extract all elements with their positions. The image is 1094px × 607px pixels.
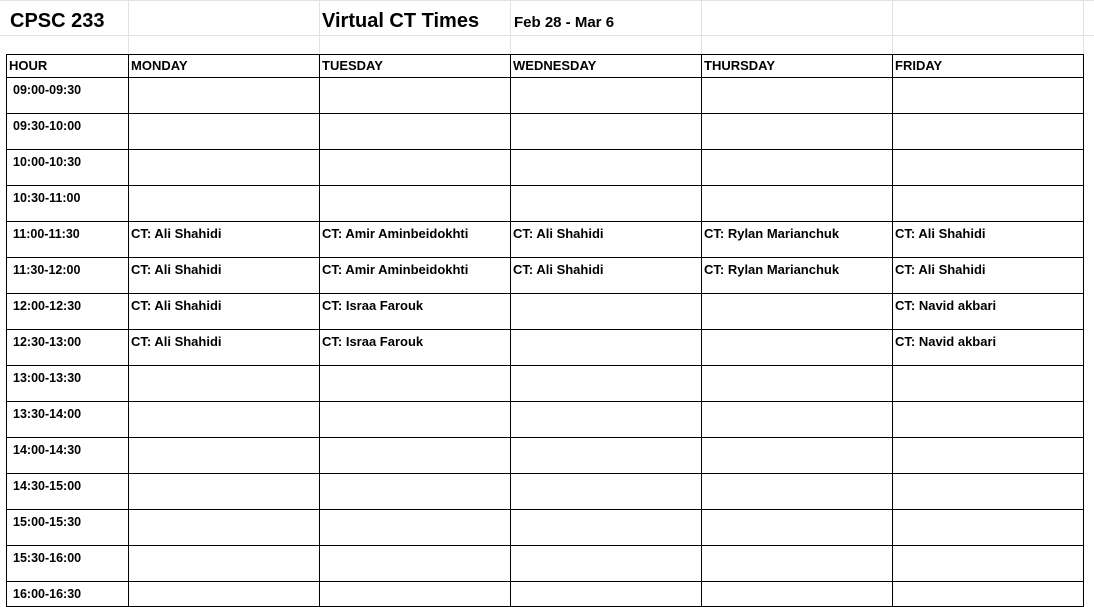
schedule-table: [6, 54, 1084, 607]
cell-tuesday[interactable]: [320, 366, 511, 402]
gridline: [1083, 0, 1084, 54]
cell-tuesday[interactable]: [320, 186, 511, 222]
gridline: [892, 0, 893, 54]
cell-thursday[interactable]: [702, 366, 893, 402]
column-header-tuesday[interactable]: TUESDAY: [320, 55, 511, 78]
cell-thursday[interactable]: [702, 582, 893, 607]
gridline: [0, 0, 1094, 1]
cell-tuesday[interactable]: CT: Amir Aminbeidokhti: [320, 258, 511, 294]
cell-monday[interactable]: CT: Ali Shahidi: [129, 258, 320, 294]
hour-cell[interactable]: 10:30-11:00: [7, 186, 129, 222]
cell-tuesday[interactable]: CT: Israa Farouk: [320, 330, 511, 366]
hour-cell[interactable]: 09:30-10:00: [7, 114, 129, 150]
cell-thursday[interactable]: [702, 510, 893, 546]
course-title[interactable]: CPSC 233: [10, 10, 105, 32]
cell-thursday[interactable]: [702, 294, 893, 330]
cell-thursday[interactable]: [702, 474, 893, 510]
cell-monday[interactable]: CT: Ali Shahidi: [129, 294, 320, 330]
hour-cell[interactable]: 12:30-13:00: [7, 330, 129, 366]
column-header-hour[interactable]: HOUR: [7, 55, 129, 78]
cell-friday[interactable]: [893, 438, 1084, 474]
table-row: [7, 582, 1084, 607]
cell-thursday[interactable]: CT: Rylan Marianchuk: [702, 222, 893, 258]
cell-tuesday[interactable]: [320, 582, 511, 607]
cell-wednesday[interactable]: [511, 78, 702, 114]
cell-monday[interactable]: [129, 474, 320, 510]
table-row: [7, 438, 1084, 474]
cell-tuesday[interactable]: [320, 546, 511, 582]
hour-cell[interactable]: 09:00-09:30: [7, 78, 129, 114]
cell-wednesday[interactable]: [511, 114, 702, 150]
hour-cell[interactable]: 11:00-11:30: [7, 222, 129, 258]
table-row: [7, 330, 1084, 366]
header-row: [7, 55, 1084, 78]
cell-friday[interactable]: CT: Ali Shahidi: [893, 258, 1084, 294]
cell-thursday[interactable]: [702, 114, 893, 150]
cell-friday[interactable]: CT: Ali Shahidi: [893, 222, 1084, 258]
cell-wednesday[interactable]: [511, 510, 702, 546]
gridline: [0, 35, 1094, 36]
hour-cell[interactable]: 15:30-16:00: [7, 546, 129, 582]
cell-wednesday[interactable]: [511, 546, 702, 582]
cell-tuesday[interactable]: CT: Amir Aminbeidokhti: [320, 222, 511, 258]
cell-monday[interactable]: [129, 366, 320, 402]
table-row: [7, 258, 1084, 294]
cell-wednesday[interactable]: [511, 402, 702, 438]
table-row: [7, 474, 1084, 510]
schedule-body: [7, 78, 1084, 607]
cell-friday[interactable]: [893, 546, 1084, 582]
hour-cell[interactable]: 14:00-14:30: [7, 438, 129, 474]
column-header-wednesday[interactable]: WEDNESDAY: [511, 55, 702, 78]
cell-tuesday[interactable]: [320, 510, 511, 546]
cell-wednesday[interactable]: [511, 294, 702, 330]
table-row: [7, 366, 1084, 402]
cell-thursday[interactable]: [702, 402, 893, 438]
cell-monday[interactable]: CT: Ali Shahidi: [129, 222, 320, 258]
column-header-thursday[interactable]: THURSDAY: [702, 55, 893, 78]
cell-friday[interactable]: [893, 186, 1084, 222]
hour-cell[interactable]: 15:00-15:30: [7, 510, 129, 546]
date-range[interactable]: Feb 28 - Mar 6: [514, 14, 615, 31]
table-row: [7, 402, 1084, 438]
cell-monday[interactable]: [129, 438, 320, 474]
cell-monday[interactable]: [129, 546, 320, 582]
schedule-title[interactable]: Virtual CT Times: [322, 10, 480, 32]
hour-cell[interactable]: 12:00-12:30: [7, 294, 129, 330]
cell-monday[interactable]: CT: Ali Shahidi: [129, 330, 320, 366]
cell-friday[interactable]: CT: Navid akbari: [893, 330, 1084, 366]
cell-thursday[interactable]: [702, 78, 893, 114]
cell-tuesday[interactable]: [320, 150, 511, 186]
hour-cell[interactable]: 14:30-15:00: [7, 474, 129, 510]
cell-wednesday[interactable]: CT: Ali Shahidi: [511, 222, 702, 258]
hour-cell[interactable]: 13:30-14:00: [7, 402, 129, 438]
table-row: [7, 150, 1084, 186]
cell-friday[interactable]: [893, 510, 1084, 546]
cell-thursday[interactable]: CT: Rylan Marianchuk: [702, 258, 893, 294]
cell-tuesday[interactable]: [320, 114, 511, 150]
gridline: [128, 0, 129, 54]
cell-tuesday[interactable]: [320, 402, 511, 438]
cell-thursday[interactable]: [702, 150, 893, 186]
cell-monday[interactable]: [129, 114, 320, 150]
table-row: [7, 222, 1084, 258]
table-row: [7, 114, 1084, 150]
cell-tuesday[interactable]: [320, 474, 511, 510]
cell-wednesday[interactable]: [511, 474, 702, 510]
cell-wednesday[interactable]: [511, 366, 702, 402]
gridline: [510, 0, 511, 54]
cell-monday[interactable]: [129, 150, 320, 186]
cell-wednesday[interactable]: [511, 438, 702, 474]
cell-tuesday[interactable]: [320, 78, 511, 114]
cell-monday[interactable]: [129, 582, 320, 607]
hour-cell[interactable]: 13:00-13:30: [7, 366, 129, 402]
hour-cell[interactable]: 16:00-16:30: [7, 582, 129, 607]
cell-wednesday[interactable]: [511, 582, 702, 607]
cell-monday[interactable]: [129, 186, 320, 222]
cell-friday[interactable]: CT: Navid akbari: [893, 294, 1084, 330]
cell-monday[interactable]: [129, 78, 320, 114]
cell-thursday[interactable]: [702, 186, 893, 222]
table-row: [7, 546, 1084, 582]
cell-friday[interactable]: [893, 474, 1084, 510]
table-row: [7, 510, 1084, 546]
hour-cell[interactable]: 11:30-12:00: [7, 258, 129, 294]
gridline: [701, 0, 702, 54]
cell-wednesday[interactable]: [511, 330, 702, 366]
cell-friday[interactable]: [893, 114, 1084, 150]
cell-tuesday[interactable]: CT: Israa Farouk: [320, 294, 511, 330]
cell-thursday[interactable]: [702, 438, 893, 474]
cell-thursday[interactable]: [702, 330, 893, 366]
column-header-monday[interactable]: MONDAY: [129, 55, 320, 78]
cell-friday[interactable]: [893, 582, 1084, 607]
table-row: [7, 186, 1084, 222]
cell-wednesday[interactable]: CT: Ali Shahidi: [511, 258, 702, 294]
hour-cell[interactable]: 10:00-10:30: [7, 150, 129, 186]
cell-friday[interactable]: [893, 150, 1084, 186]
cell-friday[interactable]: [893, 78, 1084, 114]
cell-tuesday[interactable]: [320, 438, 511, 474]
cell-friday[interactable]: [893, 402, 1084, 438]
cell-friday[interactable]: [893, 366, 1084, 402]
cell-wednesday[interactable]: [511, 150, 702, 186]
table-row: [7, 78, 1084, 114]
table-row: [7, 294, 1084, 330]
cell-thursday[interactable]: [702, 546, 893, 582]
cell-wednesday[interactable]: [511, 186, 702, 222]
cell-monday[interactable]: [129, 510, 320, 546]
column-header-friday[interactable]: FRIDAY: [893, 55, 1084, 78]
gridline: [319, 0, 320, 54]
cell-monday[interactable]: [129, 402, 320, 438]
